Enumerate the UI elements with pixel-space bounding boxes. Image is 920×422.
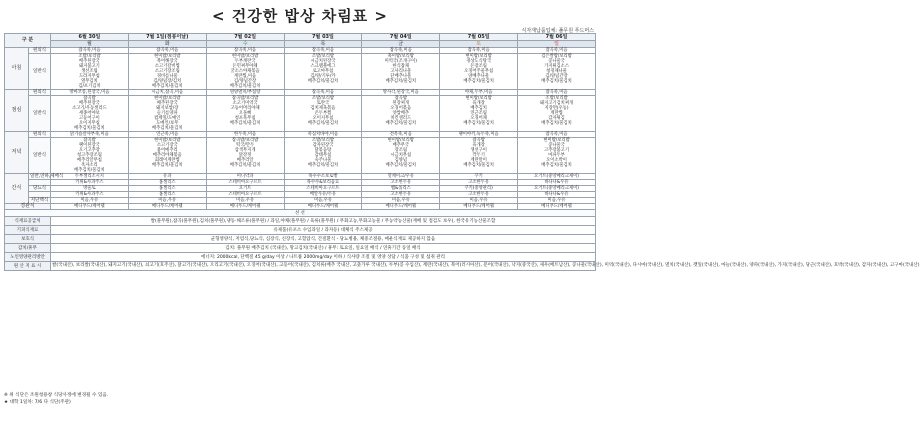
menu-cell <box>284 54 362 90</box>
menu-item: 청고추장조림 <box>76 153 102 158</box>
menu-item: 배추된장국 <box>79 59 100 64</box>
menu-cell <box>206 138 284 174</box>
snack-cell: 스테비아요구르트 <box>206 180 284 186</box>
menu-item: 배추김치/물김치 <box>541 79 572 84</box>
menu-item: 연근조림 <box>470 111 487 116</box>
menu-item: 토란국 <box>316 101 330 106</box>
menu-item: 감자된장국 <box>312 143 334 148</box>
menu-item: 배추김치/물김치 <box>463 163 494 168</box>
snack-cell: 고소한두유 <box>440 180 518 186</box>
snack-cell: 미음,우유 <box>128 198 206 204</box>
menu-item <box>441 168 516 173</box>
menu-item: 조밥/보리밥 <box>311 138 335 143</box>
snack-cell: 유과 <box>128 174 206 180</box>
menu-item: 조밥/보리밥 <box>311 54 335 59</box>
snack-cell: 미음,우유 <box>440 198 518 204</box>
info-value: 쌀(풀무원),잡곡(풀무원),김치(풀무원),냉동·해조류(풀무원) / 과일,야채(풀무원) / 육류(풀무원) / 무화고농,무화고농물 / 무농약농산물(재배 및 점검도 보우), 한국유기농산물조합 <box>51 217 596 226</box>
menu-item: 김/양념간장 <box>545 74 568 79</box>
menu-item: 불어메추리 <box>156 148 178 153</box>
menu-item: 현미밥/보리밥 <box>543 138 570 143</box>
menu-cell <box>128 96 206 132</box>
menu-cell <box>440 138 518 174</box>
menu-cell <box>51 54 129 90</box>
menu-item: 닭볶음탕 <box>314 148 332 153</box>
info-label: 기피식재료 <box>5 226 51 235</box>
menu-item: 김/양념장/김치 <box>153 79 182 84</box>
menu-cell: 한두죽,미음 <box>206 132 284 138</box>
menu-item: 배추김치/물김치 <box>229 163 261 168</box>
menu-item <box>286 84 361 89</box>
menu-item: 경상도식탕국 <box>466 59 492 64</box>
menu-item: 현미밥/보리밥 <box>154 138 181 143</box>
info-label: 노인영양관리방안 <box>5 253 51 262</box>
menu-cell: 잡곡죽,미음 <box>518 48 596 54</box>
menu-item: 계란찜,미음 <box>234 74 257 79</box>
menu-item: 메추리알무침 <box>76 158 102 163</box>
menu-item: 흑미밥/보리밥 <box>387 54 414 59</box>
meal-row <box>5 54 596 90</box>
snack-cell: 쿠키(중앙관리) <box>440 186 518 192</box>
menu-item: 현미밥/보리밥 <box>387 138 414 143</box>
snack-cell: 요거트 <box>206 186 284 192</box>
menu-cell: 잡곡죽,미음 <box>440 48 518 54</box>
menu-item: 굴소스야채볶음 <box>230 69 260 74</box>
menu-item: 닭강정 <box>238 153 252 158</box>
snack-cell: 배알우유/두유 <box>284 192 362 198</box>
category-header: 구 분 <box>5 34 51 48</box>
note-line: ★ 대학 1일차: 7/6 다 식단(주관) <box>4 400 71 405</box>
snack-cell: 고소한두유 <box>362 192 440 198</box>
meal-sub-label: 편의식 <box>29 132 51 138</box>
page-title: < 건강한 밥상 차림표 > <box>212 7 388 25</box>
menu-item: 육개장 <box>472 101 485 106</box>
info-value: 김치: 풀무원 배추김치 (국내산), 망고김치(국내산) / 휴무: 토요일, 일요일 배식 / 연휴기간 동일 배식 <box>51 244 596 253</box>
weekday-header: 일 <box>518 41 596 48</box>
menu-item: 배추김치/물김치 <box>152 84 183 89</box>
menu-item: 생선조림 <box>81 69 98 74</box>
menu-item: 김/양/기투/카 <box>310 74 336 79</box>
menu-item: 로고마무침 <box>312 69 334 74</box>
tube-cell: 메디푸드/케어웰 <box>206 204 284 210</box>
menu-item: 오징어채 <box>470 116 487 121</box>
menu-item: 회레이계란찜 <box>154 158 180 163</box>
menu-item: 김치제육볶음 <box>310 106 336 111</box>
tube-cell: 메디푸드/케어웰 <box>51 204 129 210</box>
supplier-label: 식자재납품업체: 풀무원 푸드머스 <box>521 28 594 34</box>
menu-item: 시금치된장국 <box>310 59 336 64</box>
menu-item: 소고기미역국 <box>232 101 258 106</box>
menu-cell: 영양열치/부침탕 <box>206 90 284 96</box>
menu-item: 배추김치/물김치 <box>385 121 417 126</box>
menu-cell: 잡곡죽,미음 <box>518 90 596 96</box>
date-header: 7월 02일 <box>206 34 284 41</box>
menu-item: 장조림 <box>394 148 408 153</box>
menu-item: 온두부찜 <box>314 111 332 116</box>
menu-cell: 야채,두부,미음 <box>440 90 518 96</box>
snack-cell: 홈젤리스 <box>128 186 206 192</box>
menu-item: 배추된장국 <box>79 101 100 106</box>
menu-cell <box>284 96 362 132</box>
menu-item: 콩나물국 <box>548 143 565 148</box>
menu-item: 잡곡밥/보리밥 <box>231 96 259 101</box>
menu-item: 배추김치 <box>470 106 487 111</box>
menu-cell <box>440 96 518 132</box>
menu-cell <box>518 96 596 132</box>
meal-label: 아침 <box>5 48 29 90</box>
menu-cell <box>206 96 284 132</box>
menu-item: 배추김치/물김치 <box>541 163 572 168</box>
menu-cell <box>362 138 440 174</box>
snack-cell: 미음,우유 <box>284 198 362 204</box>
tube-cell: 메디푸드/케어웰 <box>440 204 518 210</box>
menu-item: 배추김치/물김치 <box>152 163 183 168</box>
menu-item: 도라지무침 <box>79 74 100 79</box>
date-header: 6월 30일 <box>51 34 129 41</box>
menu-cell <box>128 54 206 90</box>
menu-cell: 연근죽,미음 <box>128 132 206 138</box>
menu-item: 숙주나물 <box>314 158 332 163</box>
menu-item: 배추김치/물김치 <box>307 121 339 126</box>
menu-cell: 잡곡죽,미음 <box>518 132 596 138</box>
weekday-header: 화 <box>128 41 206 48</box>
menu-item <box>519 126 594 131</box>
meal-row <box>5 138 596 174</box>
menu-cell: 죽집치바야,미음 <box>284 132 362 138</box>
menu-item: 잡곡밥 <box>83 96 96 101</box>
menu-item <box>519 84 594 89</box>
menu-item: 오징어주물무침 <box>464 69 494 74</box>
menu-item <box>286 126 361 131</box>
menu-item: 소고기장국 <box>156 143 178 148</box>
menu-item: 팽이된장국 <box>79 143 100 148</box>
snack-cell: 고소한두유 <box>440 192 518 198</box>
menu-item: 오이지무침 <box>79 121 100 126</box>
menu-item: 얏쌈배추 <box>392 111 410 116</box>
menu-item <box>441 126 516 131</box>
date-header: 7월 04일 <box>362 34 440 41</box>
info-label: 원 산 지 표 시 <box>5 262 51 271</box>
menu-item: 지장면(우동) <box>544 106 569 111</box>
snack-cell: 바나나&우유 <box>518 180 596 186</box>
menu-cell: 팽이야끼,녹두죽,미음 <box>440 132 518 138</box>
menu-item: 생선구이 <box>470 148 487 153</box>
meal-sub-label: 일반식 <box>29 96 51 132</box>
menu-item <box>363 168 438 173</box>
menu-item <box>363 126 438 131</box>
info-row <box>5 253 596 262</box>
menu-item: 양배추나물 <box>468 74 490 79</box>
date-header: 7월 06일 <box>518 34 596 41</box>
menu-item: 가지튀김소스 <box>544 64 569 69</box>
info-row <box>5 235 596 244</box>
snack-cell: 목수수&보리음료 <box>284 180 362 186</box>
info-label: 식재료공급처 <box>5 217 51 226</box>
menu-item: 메추리알 <box>236 158 254 163</box>
snack-cell: 미음,우유 <box>51 198 129 204</box>
menu-cell: 방마코롱,된장국,미음 <box>51 90 129 96</box>
menu-item: 소고기/우동샐러드 <box>72 106 107 111</box>
menu-item: 미역국(조개구이) <box>384 59 417 64</box>
menu-item: 청포묵무침 <box>234 116 256 121</box>
menu-item: 세종어야보 <box>79 111 100 116</box>
menu-item: 육개장 <box>472 143 485 148</box>
menu-cell: 잡곡죽,미음 <box>128 48 206 54</box>
menu-item: 경비름나물 <box>156 74 178 79</box>
menu-item: 배추김치/물김치 <box>541 121 572 126</box>
meal-label: 저녁 <box>5 132 29 174</box>
menu-item: 마파두부 <box>548 153 565 158</box>
snack-label: 간식 <box>5 174 29 204</box>
menu-item: 옥자소리 <box>81 163 98 168</box>
menu-item: 컵케잎/도메인 <box>154 116 181 121</box>
snack-cell: 미음,우유 <box>518 198 596 204</box>
info-row <box>5 244 596 253</box>
menu-item: 배추김치/물김치 <box>307 163 339 168</box>
menu-item: 소고기갈비찜 <box>154 64 180 69</box>
menu-item: 스크램블에그 <box>310 64 336 69</box>
menu-cell: 잡곡죽,미음 <box>284 48 362 54</box>
menu-cell: 잡곡죽,미음 <box>284 90 362 96</box>
snack-cell: 스테비아요구르트 <box>284 186 362 192</box>
weekday-header: 월 <box>51 41 129 48</box>
weekday-header: 토 <box>440 41 518 48</box>
weekday-row <box>5 41 596 48</box>
menu-cell <box>362 96 440 132</box>
menu-item: 잡곡밥 <box>83 138 96 143</box>
snack-sub-label: 저단백식 <box>29 198 51 204</box>
menu-cell: 시금치,잡곡,미음 <box>128 90 206 96</box>
snack-cell: 미음,우유 <box>362 198 440 204</box>
date-header: 7월 05일 <box>440 34 518 41</box>
tube-cell: 메디푸드/케어웰 <box>284 204 362 210</box>
menu-item: 잡곡밥/보리밥 <box>231 138 259 143</box>
menu-item <box>519 168 594 173</box>
menu-item: 돼지고기김치찌개 <box>539 101 574 106</box>
menu-item: 배추김치/물김치 <box>229 121 261 126</box>
menu-item: 배추김치/물김치 <box>463 121 494 126</box>
menu-cell <box>51 96 129 132</box>
menu-item: 소고기장조림 <box>154 69 180 74</box>
menu-item: 들기름양파 <box>156 111 178 116</box>
meal-label: 점심 <box>5 90 29 132</box>
menu-cell: 닭가슴살샤부죽,미음 <box>51 132 129 138</box>
menu-item: 김/포기김치 <box>78 84 101 89</box>
menu-item: 돈장조림 <box>470 64 487 69</box>
snack-sub-label: 일반,연하,제배식 <box>30 174 64 179</box>
menu-item: 검은쌀밥/보리밥 <box>541 54 572 59</box>
menu-item: 돼지보쌈/장 <box>156 106 179 111</box>
info-row <box>5 262 596 271</box>
snack-cell: 키위&사과주스 <box>51 180 129 186</box>
menu-cell <box>518 54 596 90</box>
snack-cell: 미니약과 <box>206 174 284 180</box>
annotation-label: 선 선 <box>5 210 596 217</box>
menu-item: 배추김치/물김치 <box>385 163 417 168</box>
menu-item: 배추김치/물김치 <box>229 84 261 89</box>
info-row <box>5 226 596 235</box>
snack-cell: 방울토 <box>51 186 129 192</box>
menu-item: 한식잡채 <box>392 64 410 69</box>
menu-item: 청경채나물 <box>546 69 567 74</box>
menu-item: 김양념 <box>394 158 408 163</box>
menu-item: 배추김치/물김치 <box>74 168 105 173</box>
snack-cell: 바나나&우유 <box>518 192 596 198</box>
menu-item <box>208 168 283 173</box>
weekday-header: 금 <box>362 41 440 48</box>
menu-item: 단배추나물 <box>390 74 412 79</box>
menu-item <box>441 84 516 89</box>
menu-item: 메추리야채볶음 <box>152 153 182 158</box>
menu-cell <box>440 54 518 90</box>
menu-item: 오징어볶음 <box>390 106 412 111</box>
menu-cell <box>284 138 362 174</box>
snack-sub-label: 당뇨식 <box>29 186 51 192</box>
meal-sub-label: 편의식 <box>29 90 51 96</box>
menu-item: 현미밥/보리밥 <box>231 54 259 59</box>
menu-item: 현미밥/보리밥 <box>465 54 492 59</box>
menu-item: 오돌뼈 <box>238 111 252 116</box>
info-value: 균형영양식, 저염식,당뇨식, 심장식, 신장식, 고혈압식, 간질환식 - 당뇨병용, 체중조절용, 매운식재료 제공하지 않음 <box>51 235 596 244</box>
menu-item: 조밥/보리밥 <box>311 96 335 101</box>
menu-item: 현미밥/보리밥 <box>154 96 181 101</box>
meal-sub-label: 일반식 <box>29 54 51 90</box>
menu-item: 콩나물국 <box>548 59 565 64</box>
menu-cell: 전복죽,미음 <box>362 132 440 138</box>
snack-cell: 쿠키 <box>440 174 518 180</box>
menu-item: 현미밥/보리밥 <box>154 54 181 59</box>
menu-item: 시금치무침 <box>390 153 412 158</box>
tube-cell: 메디푸드/케어웰 <box>518 204 596 210</box>
snack-cell: 핫케이크/우유 <box>362 174 440 180</box>
snack-cell: 스테비아요구르트 <box>206 192 284 198</box>
menu-item: 고등어머리야채 <box>230 106 260 111</box>
date-header: 7월 1일(점봉이날) <box>128 34 206 41</box>
menu-item: 도메인/보무 <box>156 121 179 126</box>
info-value: 유제품(유포소 수입과일 / 과자등) 대체식 주스제공 <box>51 226 596 235</box>
menu-cell <box>362 54 440 90</box>
tube-cell: 메디푸드/케어웰 <box>362 204 440 210</box>
info-value: 에너지: 2000kcal, 단백질 45 g/day 이상 / 나트륨 2000mg/day 이하 / 식사량 조절 및 영양 상담 / 식품 구성 및 섭취 관리 <box>51 253 596 262</box>
menu-item: 치킨샐러드 <box>390 116 412 121</box>
menu-item <box>363 84 438 89</box>
menu-item <box>130 168 205 173</box>
meal-sub-label: 일반식 <box>29 138 51 174</box>
menu-item: 감태무침 <box>314 153 332 158</box>
menu-cell <box>518 138 596 174</box>
tube-cell: 메디푸드/케어웰 <box>128 204 206 210</box>
menu-item: 배추김치/물김치 <box>463 79 494 84</box>
menu-item: 잡곡밥 <box>472 138 485 143</box>
menu-item: 고사리나물 <box>390 69 412 74</box>
menu-item: 떡국/만두 <box>236 143 255 148</box>
menu-cell <box>206 54 284 90</box>
snack-cell: 두부젤리소시지 <box>51 174 129 180</box>
snack-cell: 홈젤리스 <box>128 192 206 198</box>
tube-label: 경관식 <box>5 204 51 210</box>
date-header: 7월 03일 <box>284 34 362 41</box>
menu-item: 감자튀김 <box>548 116 565 121</box>
menu-item: 배추김치/물김치 <box>152 126 183 131</box>
info-label: 보호식 <box>5 235 51 244</box>
meal-sub-label: 편의식 <box>29 48 51 54</box>
snack-cell: 키위&사과주스 <box>51 192 129 198</box>
menu-item: 돈민찌무야채 <box>232 64 258 69</box>
menu-item <box>208 126 283 131</box>
menu-item: 배추김치/물김치 <box>307 79 339 84</box>
info-label: 감치/휴무 <box>5 244 51 253</box>
menu-item: 김/양념간장 <box>234 79 257 84</box>
menu-item: 계란말이 <box>470 158 487 163</box>
menu-item: 배추무국 <box>392 143 410 148</box>
snack-cell: 고소한두유 <box>362 180 440 186</box>
snack-cell: 햄&롤리스 <box>362 186 440 192</box>
menu-item: 고등어구이 <box>79 116 100 121</box>
snack-cell: 목수수소보로빵 <box>284 174 362 180</box>
menu-cell: 잡곡죽,미음 <box>362 48 440 54</box>
menu-cell <box>128 138 206 174</box>
menu-item: 조밥/보리밥 <box>545 96 568 101</box>
menu-cell <box>51 138 129 174</box>
menu-item: 북어해장국 <box>156 59 178 64</box>
menu-item: 두부계란국 <box>234 59 256 64</box>
menu-item: 열무김치 <box>81 79 98 84</box>
menu-item: 배추김치/물김치 <box>385 79 417 84</box>
snack-cell: 미음,우유 <box>206 198 284 204</box>
menu-item: 배추된장국 <box>156 101 178 106</box>
menu-item: 잡곡밥 <box>394 96 408 101</box>
menu-item: 깍두기 <box>472 153 485 158</box>
snack-cell: 홈젤리스 <box>128 180 206 186</box>
menu-item: 오이지무침 <box>312 116 334 121</box>
menu-item: 계란찜 <box>550 111 563 116</box>
menu-cell: 잡곡죽,미음 <box>51 48 129 54</box>
note-line: ※ 위 식단은 조원청용창 식당사정에 변경될 수 있음. <box>4 393 109 398</box>
date-row <box>5 34 596 41</box>
meal-row <box>5 96 596 132</box>
menu-item <box>286 168 361 173</box>
menu-item: 오기고추장 <box>79 148 100 153</box>
menu-item: 조밥/보리밥 <box>78 54 101 59</box>
menu-item: 고추장불고기 <box>544 148 569 153</box>
info-row <box>5 217 596 226</box>
menu-item: 된장찌개 <box>392 101 410 106</box>
menu-table <box>4 33 920 271</box>
annotation-row <box>5 210 596 217</box>
menu-item: 현미밥/보리밥 <box>465 96 492 101</box>
menu-item: 오이소박이 <box>546 158 567 163</box>
menu-cell: 방사각,된장국,미음 <box>362 90 440 96</box>
info-value: 쌀(국내산), 보리쌀(국내산), 돼지고기(국내산), 쇠고기(호주산), 닭고기(국내산), 오리고기(국내산), 오징어(국내산), 고등어(국내산), 김치류(배추 국내산, 고춧가루 국내산), 두부(콩 수입산), 계란(국내산), 북어(러시아산), 문어(국내산), 낙지(중국산), 새우(베트남산), 콩나물(국내산), 미역(국내산), 다시마(국내산), 멸치(국내산), 깻잎(국내산), 마늘(국내산), 양파(국내산), 가지(국내산), 당근(국내산), 호박(국내산), 감자(국내산), 고구마(국내산) <box>51 262 596 271</box>
snack-cell: 요거트(중앙메리크제이) <box>518 186 596 192</box>
weekday-header: 목 <box>284 41 362 48</box>
weekday-header: 수 <box>206 41 284 48</box>
menu-cell: 잡곡죽,미음 <box>206 48 284 54</box>
menu-item: 배추김치/물김치 <box>74 126 105 131</box>
menu-item: 돼지불고기 <box>79 64 100 69</box>
snack-cell: 요거트(중앙메리크제이) <box>518 174 596 180</box>
menu-item: 삼색무지개 <box>234 148 256 153</box>
notes <box>4 392 108 406</box>
